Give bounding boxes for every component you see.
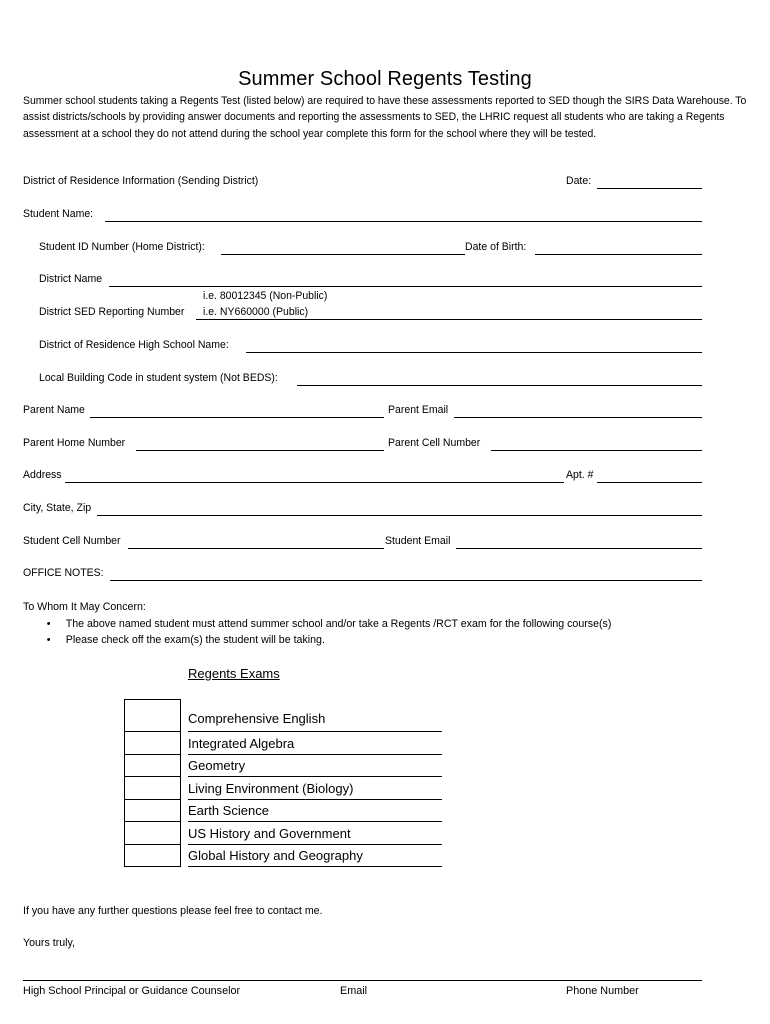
student-id-row bbox=[0, 241, 770, 257]
student-name-row bbox=[0, 208, 770, 224]
exam-checkbox[interactable] bbox=[124, 845, 181, 868]
office-notes-label: OFFICE NOTES: bbox=[23, 567, 104, 579]
signature-email-label: Email bbox=[340, 985, 368, 997]
district-residence-heading: District of Residence Information (Sending District) bbox=[23, 175, 259, 187]
apt-label: Apt. # bbox=[566, 469, 594, 481]
address-field[interactable] bbox=[65, 482, 564, 483]
regents-exams-table bbox=[124, 699, 442, 867]
regents-exams-heading: Regents Exams bbox=[188, 666, 280, 681]
parent-name-row bbox=[0, 404, 770, 420]
building-code-label: Local Building Code in student system (Not BEDS): bbox=[39, 372, 278, 384]
exam-name: Integrated Algebra bbox=[188, 732, 442, 755]
student-cell-label: Student Cell Number bbox=[23, 535, 121, 547]
sed-hint-nonpublic: i.e. 80012345 (Non-Public) bbox=[203, 290, 328, 302]
exam-row bbox=[124, 800, 442, 823]
exam-name: Earth Science bbox=[188, 800, 442, 823]
sed-reporting-field[interactable] bbox=[196, 319, 702, 320]
exam-name: US History and Government bbox=[188, 822, 442, 845]
concern-salutation: To Whom It May Concern: bbox=[23, 601, 146, 613]
date-of-birth-label: Date of Birth: bbox=[465, 241, 527, 253]
high-school-label: District of Residence High School Name: bbox=[39, 339, 229, 351]
sed-hint-public: i.e. NY660000 (Public) bbox=[203, 306, 309, 318]
parent-name-label: Parent Name bbox=[23, 404, 85, 416]
student-id-label: Student ID Number (Home District): bbox=[39, 241, 205, 253]
intro-paragraph: Summer school students taking a Regents Test (listed below) are required to have these assessments reported to SED though the SIRS Data Warehouse. To assist districts/schools by providing answer documents and reporting the assessments to SED, the LHRIC request all students who are taking a Regents assessment at a school they do not attend during the school year complete this form for the school where they will be tested. bbox=[23, 95, 747, 140]
parent-home-number-label: Parent Home Number bbox=[23, 437, 126, 449]
exam-name: Living Environment (Biology) bbox=[188, 777, 442, 800]
exam-name: Geometry bbox=[188, 755, 442, 778]
building-code-row bbox=[0, 372, 770, 388]
student-cell-field[interactable] bbox=[128, 548, 384, 549]
closing-yours-truly: Yours truly, bbox=[23, 937, 75, 949]
student-name-field[interactable] bbox=[105, 221, 702, 222]
parent-phone-row bbox=[0, 437, 770, 453]
exam-name: Global History and Geography bbox=[188, 845, 442, 868]
concern-bullet-1 bbox=[23, 616, 611, 633]
exam-checkbox[interactable] bbox=[124, 822, 181, 845]
high-school-field[interactable] bbox=[246, 352, 702, 353]
closing-questions: If you have any further questions please feel free to contact me. bbox=[23, 905, 323, 917]
parent-cell-number-field[interactable] bbox=[491, 450, 702, 451]
exam-row bbox=[124, 777, 442, 800]
page-title: Summer School Regents Testing bbox=[238, 68, 532, 90]
district-name-field[interactable] bbox=[109, 286, 702, 287]
student-email-label: Student Email bbox=[385, 535, 451, 547]
building-code-field[interactable] bbox=[297, 385, 702, 386]
parent-email-label: Parent Email bbox=[388, 404, 449, 416]
city-state-zip-field[interactable] bbox=[97, 515, 702, 516]
sed-reporting-row bbox=[0, 306, 770, 322]
parent-cell-number-label: Parent Cell Number bbox=[388, 437, 481, 449]
signature-principal-label: High School Principal or Guidance Counselor bbox=[23, 985, 241, 997]
student-email-field[interactable] bbox=[456, 548, 702, 549]
district-residence-row bbox=[0, 175, 770, 191]
concern-bullet-1-text: The above named student must attend summer school and/or take a Regents /RCT exam for the following course(s) bbox=[65, 617, 612, 630]
office-notes-row bbox=[0, 567, 770, 583]
exam-row bbox=[124, 699, 442, 732]
address-label: Address bbox=[23, 469, 62, 481]
concern-bullet-2 bbox=[23, 632, 611, 649]
bullet-icon: • bbox=[46, 617, 51, 630]
date-label: Date: bbox=[566, 175, 592, 187]
exam-checkbox[interactable] bbox=[124, 732, 181, 755]
date-field[interactable] bbox=[597, 188, 702, 189]
exam-checkbox[interactable] bbox=[124, 755, 181, 778]
high-school-row bbox=[0, 339, 770, 355]
exam-row bbox=[124, 845, 442, 868]
city-state-zip-row bbox=[0, 502, 770, 518]
signature-phone-label: Phone Number bbox=[566, 985, 639, 997]
parent-email-field[interactable] bbox=[454, 417, 702, 418]
bullet-icon: • bbox=[46, 634, 51, 646]
district-name-row bbox=[0, 273, 770, 289]
district-name-label: District Name bbox=[39, 273, 103, 285]
exam-checkbox[interactable] bbox=[124, 699, 181, 732]
apt-field[interactable] bbox=[597, 482, 702, 483]
exam-checkbox[interactable] bbox=[124, 777, 181, 800]
exam-row bbox=[124, 755, 442, 778]
city-state-zip-label: City, State, Zip bbox=[23, 502, 92, 514]
signature-line[interactable] bbox=[23, 980, 702, 981]
parent-home-number-field[interactable] bbox=[136, 450, 384, 451]
exam-row bbox=[124, 732, 442, 755]
address-row bbox=[0, 469, 770, 485]
student-name-label: Student Name: bbox=[23, 208, 94, 220]
exam-row bbox=[124, 822, 442, 845]
exam-name: Comprehensive English bbox=[188, 699, 442, 732]
date-of-birth-field[interactable] bbox=[535, 254, 702, 255]
exam-checkbox[interactable] bbox=[124, 800, 181, 823]
sed-reporting-label: District SED Reporting Number bbox=[39, 306, 185, 318]
student-id-field[interactable] bbox=[221, 254, 465, 255]
office-notes-field[interactable] bbox=[110, 580, 702, 581]
parent-name-field[interactable] bbox=[90, 417, 384, 418]
student-contact-row bbox=[0, 535, 770, 551]
concern-section bbox=[23, 599, 642, 649]
concern-bullet-2-text: Please check off the exam(s) the student will be taking. bbox=[65, 634, 325, 646]
